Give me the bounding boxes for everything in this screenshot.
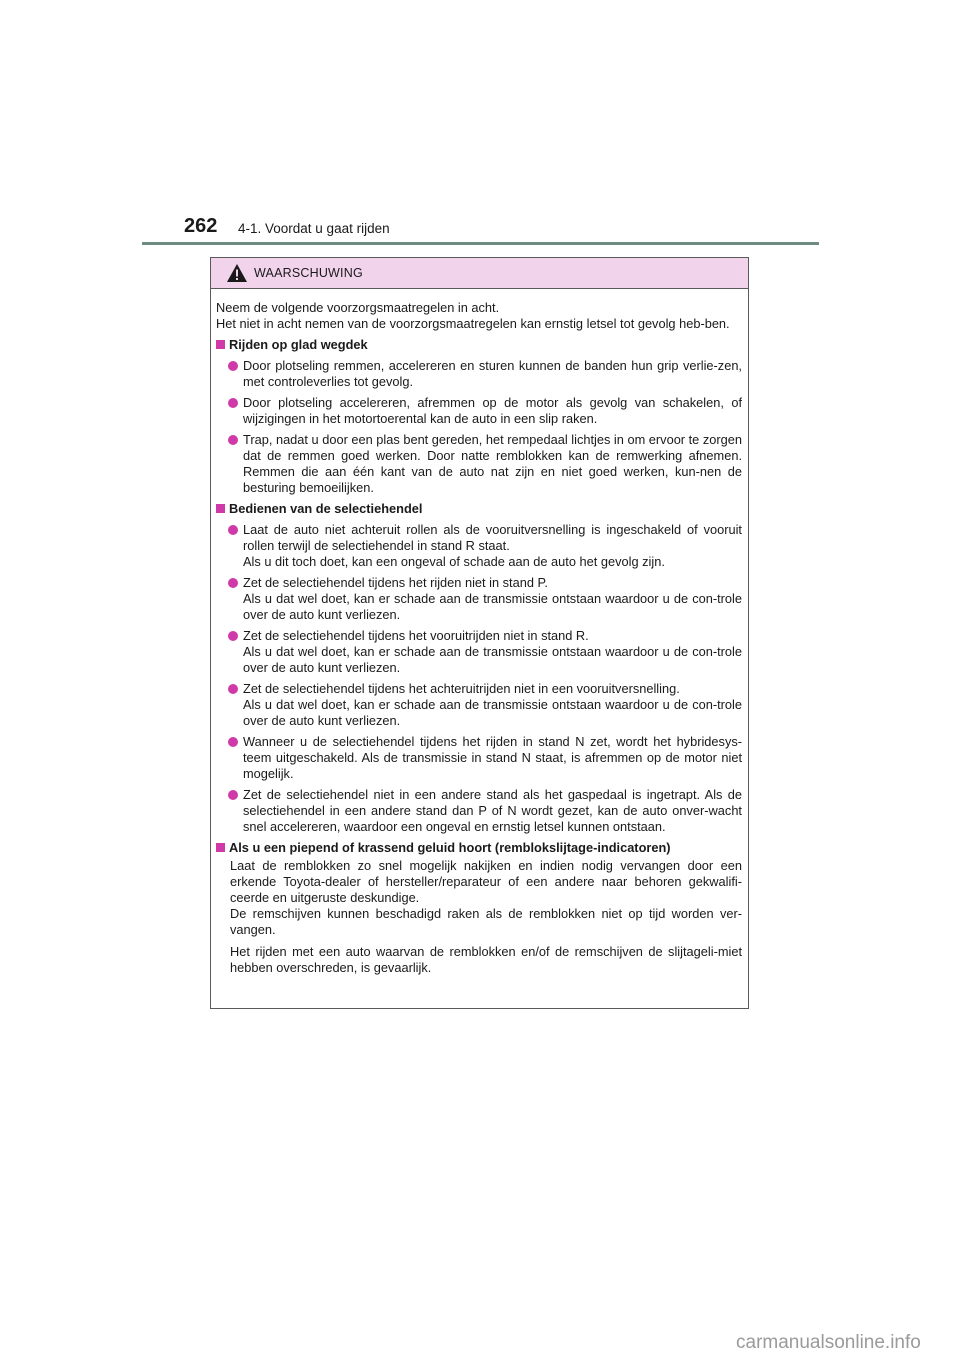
watermark-text: carmanualsonline.info [736,1332,921,1353]
bullet-text [243,575,742,623]
bullet-item [216,628,742,676]
warning-header [211,258,748,289]
bullet-dot-icon [228,737,238,747]
intro-line: Het niet in acht nemen van de voorzorgsmaatregelen kan ernstig letsel tot gevolg heb-ben. [216,316,730,331]
square-bullet-icon [216,843,225,852]
bullet-dot-icon [228,790,238,800]
section-heading [216,840,742,856]
bullet-text [243,358,742,390]
warning-section [216,840,742,976]
bullet-dot-icon [228,435,238,445]
section-paragraph [216,944,742,976]
section-heading [216,337,742,353]
bullet-text [243,628,742,676]
warning-body [211,289,748,976]
bullet-item [216,395,742,427]
section-heading [216,501,742,517]
bullet-dot-icon [228,631,238,641]
warning-section [216,337,742,496]
bullet-dot-icon [228,398,238,408]
bullet-text-line: Als u dat wel doet, kan er schade aan de transmissie ontstaan waardoor u de con-trole over de auto kunt verliezen. [243,697,742,728]
bullet-item [216,575,742,623]
bullet-text [243,522,742,570]
bullet-text [243,734,742,782]
bullet-dot-icon [228,361,238,371]
page-number: 262 [184,215,218,237]
bullet-text-line: Door plotseling accelereren, afremmen op de motor als gevolg van schakelen, of wijzigingen in het motortoerental kan de auto in een slip raken. [243,395,742,426]
section-heading-text: Als u een piepend of krassend geluid hoort (remblokslijtage-indicatoren) [229,840,671,855]
warning-triangle-icon [226,263,248,283]
bullet-item [216,358,742,390]
bullet-text-line: Laat de auto niet achteruit rollen als de vooruitversnelling is ingeschakeld of vooruit rollen terwijl de selectiehendel in stand R staat. [243,522,742,553]
bullet-text-line: Zet de selectiehendel tijdens het vooruitrijden niet in stand R. [243,628,589,643]
bullet-text-line: Zet de selectiehendel tijdens het achteruitrijden niet in een vooruitversnelling. [243,681,680,696]
bullet-item [216,432,742,496]
section-paragraph [216,858,742,938]
section-title: 4-1. Voordat u gaat rijden [238,221,390,236]
bullet-dot-icon [228,578,238,588]
square-bullet-icon [216,504,225,513]
bullet-text [243,787,742,835]
warning-section [216,501,742,835]
paragraph-line: Het rijden met een auto waarvan de remblokken en/of de remschijven de slijtageli-miet hebben overschreden, is gevaarlijk. [230,944,742,975]
warning-intro [216,300,742,332]
bullet-text [243,432,742,496]
bullet-text-line: Trap, nadat u door een plas bent gereden, het rempedaal lichtjes in om ervoor te zorgen dat de remmen goed werken. Door natte remblokken kan de remwerking afnemen. Remmen die aan één kant van de auto nat zijn en niet goed werken, kun-nen de besturing bemoeilijken. [243,432,742,495]
bullet-dot-icon [228,684,238,694]
bullet-text-line: Als u dit toch doet, kan een ongeval of schade aan de auto het gevolg zijn. [243,554,665,569]
bullet-item [216,787,742,835]
paragraph-line: De remschijven kunnen beschadigd raken als de remblokken niet op tijd worden ver-vangen. [230,906,742,937]
bullet-text-line: Zet de selectiehendel tijdens het rijden niet in stand P. [243,575,548,590]
header-rule [142,242,819,245]
bullet-text [243,395,742,427]
bullet-text [243,681,742,729]
warning-box [210,257,749,1009]
bullet-text-line: Wanneer u de selectiehendel tijdens het rijden in stand N zet, wordt het hybridesys-teem uitgeschakeld. Als de transmissie in stand N staat, is afremmen op de motor niet mogelijk. [243,734,742,781]
section-heading-text: Bedienen van de selectiehendel [229,501,423,516]
intro-line: Neem de volgende voorzorgsmaatregelen in acht. [216,300,500,315]
bullet-item [216,681,742,729]
warning-title: WAARSCHUWING [254,266,363,280]
bullet-item [216,522,742,570]
paragraph-line: Laat de remblokken zo snel mogelijk nakijken en indien nodig vervangen door een erkende Toyota-dealer of hersteller/reparateur of een andere naar behoren gekwalifi-ceerde en uitgeruste deskundige. [230,858,742,905]
bullet-text-line: Als u dat wel doet, kan er schade aan de transmissie ontstaan waardoor u de con-trole over de auto kunt verliezen. [243,591,742,622]
bullet-item [216,734,742,782]
square-bullet-icon [216,340,225,349]
section-heading-text: Rijden op glad wegdek [229,337,368,352]
bullet-text-line: Door plotseling remmen, accelereren en sturen kunnen de banden hun grip verlie-zen, met controleverlies tot gevolg. [243,358,742,389]
bullet-dot-icon [228,525,238,535]
bullet-text-line: Als u dat wel doet, kan er schade aan de transmissie ontstaan waardoor u de con-trole over de auto kunt verliezen. [243,644,742,675]
bullet-text-line: Zet de selectiehendel niet in een andere stand als het gaspedaal is ingetrapt. Als de selectiehendel in een andere stand dan P of N wordt gezet, kan de auto onver-wacht snel accelereren, waardoor een ongeval en ernstig letsel kunnen ontstaan. [243,787,742,834]
